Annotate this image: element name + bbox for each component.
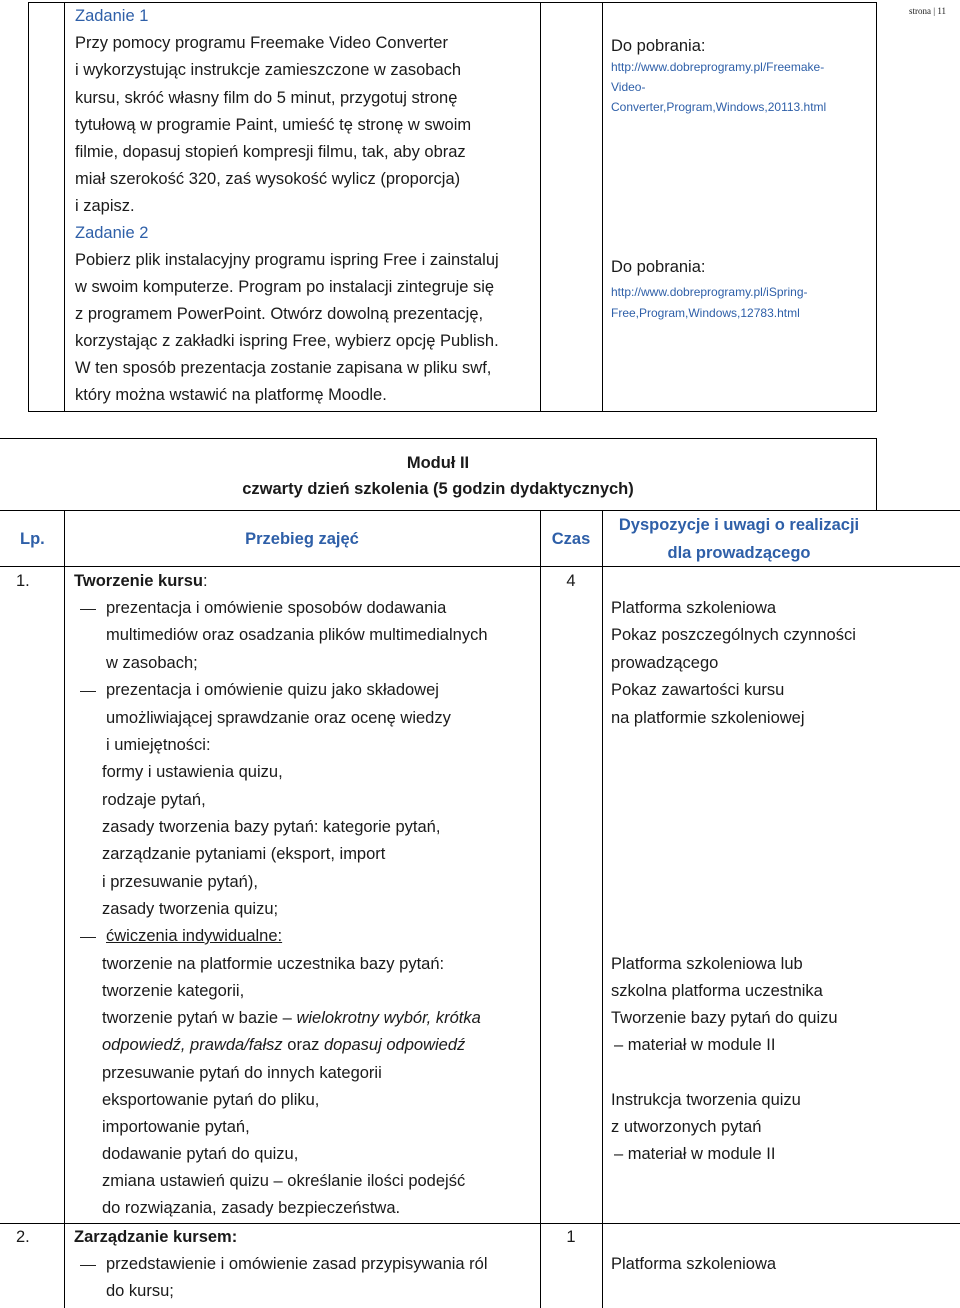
row-time: 4 (566, 572, 576, 590)
task-line: filmie, dopasuj stopień kompresji filmu, tak, aby obraz (75, 143, 466, 161)
row-title-colon: : (202, 572, 208, 590)
sub-line: zarządzanie pytaniami (eksport, import (102, 845, 386, 863)
exercise-line: tworzenie kategorii, (102, 982, 245, 1000)
header-dyspozycje: Dyspozycje i uwagi o realizacji (618, 516, 860, 534)
dash-bullet-icon (80, 1265, 96, 1266)
sub-line: formy i ustawienia quizu, (102, 763, 283, 781)
bullet-line: prezentacja i omówienie sposobów dodawania (106, 599, 447, 617)
note-line: Pokaz poszczególnych czynności (611, 626, 856, 644)
exercise-italic: wielokrotny wybór, krótka (296, 1009, 481, 1027)
sub-line: zasady tworzenia quizu; (102, 900, 279, 918)
note-line: prowadzącego (611, 654, 719, 672)
task-line: Pobierz plik instalacyjny programu ispring Free i zainstaluj (75, 251, 499, 269)
note-line: Pokaz zawartości kursu (611, 681, 785, 699)
bullet-line: prezentacja i omówienie quizu jako składowej (106, 681, 439, 699)
task-line: kursu, skróć własny film do 5 minut, przygotuj stronę (75, 89, 458, 107)
exercises-heading: ćwiczenia indywidualne: (106, 927, 283, 945)
task-2-heading: Zadanie 2 (75, 224, 149, 242)
exercise-line: importowanie pytań, (102, 1118, 250, 1136)
module-title: Moduł II (406, 454, 470, 472)
note-line: na platformie szkoleniowej (611, 709, 805, 727)
bullet-line: przedstawienie i omówienie zasad przypisywania ról (106, 1255, 488, 1273)
sub-line: zasady tworzenia bazy pytań: kategorie pytań, (102, 818, 441, 836)
exercise-text: tworzenie pytań w bazie – (102, 1009, 297, 1027)
note-line: – materiał w module II (614, 1036, 776, 1054)
task-line: tytułową w programie Paint, umieść tę stronę w swoim (75, 116, 472, 134)
bullet-line: w zasobach; (106, 654, 198, 672)
exercise-line: zmiana ustawień quizu – określanie ilości podejść (102, 1172, 466, 1190)
header-przebieg: Przebieg zajęć (245, 530, 359, 548)
download-link[interactable]: http://www.dobreprogramy.pl/Freemake- (611, 60, 825, 74)
task-line: miał szerokość 320, zaś wysokość wylicz (proporcja) (75, 170, 461, 188)
bullet-line: i umiejętności: (106, 736, 211, 754)
note-line: Tworzenie bazy pytań do quizu (611, 1009, 838, 1027)
download-label: Do pobrania: (611, 37, 706, 55)
header-lp: Lp. (20, 530, 45, 548)
note-line: szkolna platforma uczestnika (611, 982, 823, 1000)
exercise-text: oraz (282, 1036, 324, 1054)
task-line: w swoim komputerze. Program po instalacji zintegruje się (75, 278, 495, 296)
row-number: 2. (16, 1228, 30, 1246)
task-line: W ten sposób prezentacja zostanie zapisana w pliku swf, (75, 359, 492, 377)
download-link[interactable]: Converter,Program,Windows,20113.html (611, 100, 827, 114)
note-line: Platforma szkoleniowa (611, 1255, 777, 1273)
sub-line: i przesuwanie pytań), (102, 873, 258, 891)
row-title-text: Tworzenie kursu (74, 572, 203, 590)
dash-bullet-icon (80, 609, 96, 610)
task-line: z programem PowerPoint. Otwórz dowolną prezentację, (75, 305, 484, 323)
task-line: i zapisz. (75, 197, 135, 215)
row-title (74, 571, 208, 591)
task-line: i wykorzystując instrukcje zamieszczone w zasobach (75, 61, 462, 79)
row-time: 1 (566, 1228, 576, 1246)
exercise-line: dodawanie pytań do quizu, (102, 1145, 299, 1163)
exercise-line: eksportowanie pytań do pliku, (102, 1091, 320, 1109)
dash-bullet-icon (80, 937, 96, 938)
download-link[interactable]: Free,Program,Windows,12783.html (611, 306, 800, 320)
exercise-line: przesuwanie pytań do innych kategorii (102, 1064, 382, 1082)
bullet-line: do kursu; (106, 1282, 174, 1300)
exercise-line (102, 1035, 465, 1055)
exercise-line (102, 1008, 481, 1028)
note-line: z utworzonych pytań (611, 1118, 762, 1136)
task-line: który można wstawić na platformę Moodle. (75, 386, 387, 404)
page-number: strona | 11 (909, 6, 946, 16)
exercise-line: tworzenie na platformie uczestnika bazy pytań: (102, 955, 445, 973)
task-line: Przy pomocy programu Freemake Video Converter (75, 34, 448, 52)
task-1-heading: Zadanie 1 (75, 7, 149, 25)
exercise-line: do rozwiązania, zasady bezpieczeństwa. (102, 1199, 401, 1217)
dash-bullet-icon (80, 691, 96, 692)
module-subtitle: czwarty dzień szkolenia (5 godzin dydaktycznych) (242, 480, 634, 498)
exercise-italic: dopasuj odpowiedź (323, 1036, 466, 1054)
note-line: – materiał w module II (614, 1145, 776, 1163)
row-title: Zarządzanie kursem: (74, 1228, 238, 1246)
header-dyspozycje: dla prowadzącego (667, 544, 811, 562)
download-label: Do pobrania: (611, 258, 706, 276)
sub-line: rodzaje pytań, (102, 791, 206, 809)
exercise-italic: odpowiedź, prawda/fałsz (102, 1036, 283, 1054)
note-line: Platforma szkoleniowa lub (611, 955, 803, 973)
note-line: Instrukcja tworzenia quizu (611, 1091, 801, 1109)
row-number: 1. (16, 572, 30, 590)
download-link[interactable]: Video- (611, 80, 646, 94)
note-line: Platforma szkoleniowa (611, 599, 777, 617)
bullet-line: umożliwiającej sprawdzanie oraz ocenę wiedzy (106, 709, 451, 727)
bullet-line: multimediów oraz osadzania plików multimedialnych (106, 626, 488, 644)
task-line: korzystając z zakładki ispring Free, wybierz opcję Publish. (75, 332, 499, 350)
download-link[interactable]: http://www.dobreprogramy.pl/iSpring- (611, 285, 808, 299)
header-czas: Czas (551, 530, 591, 548)
